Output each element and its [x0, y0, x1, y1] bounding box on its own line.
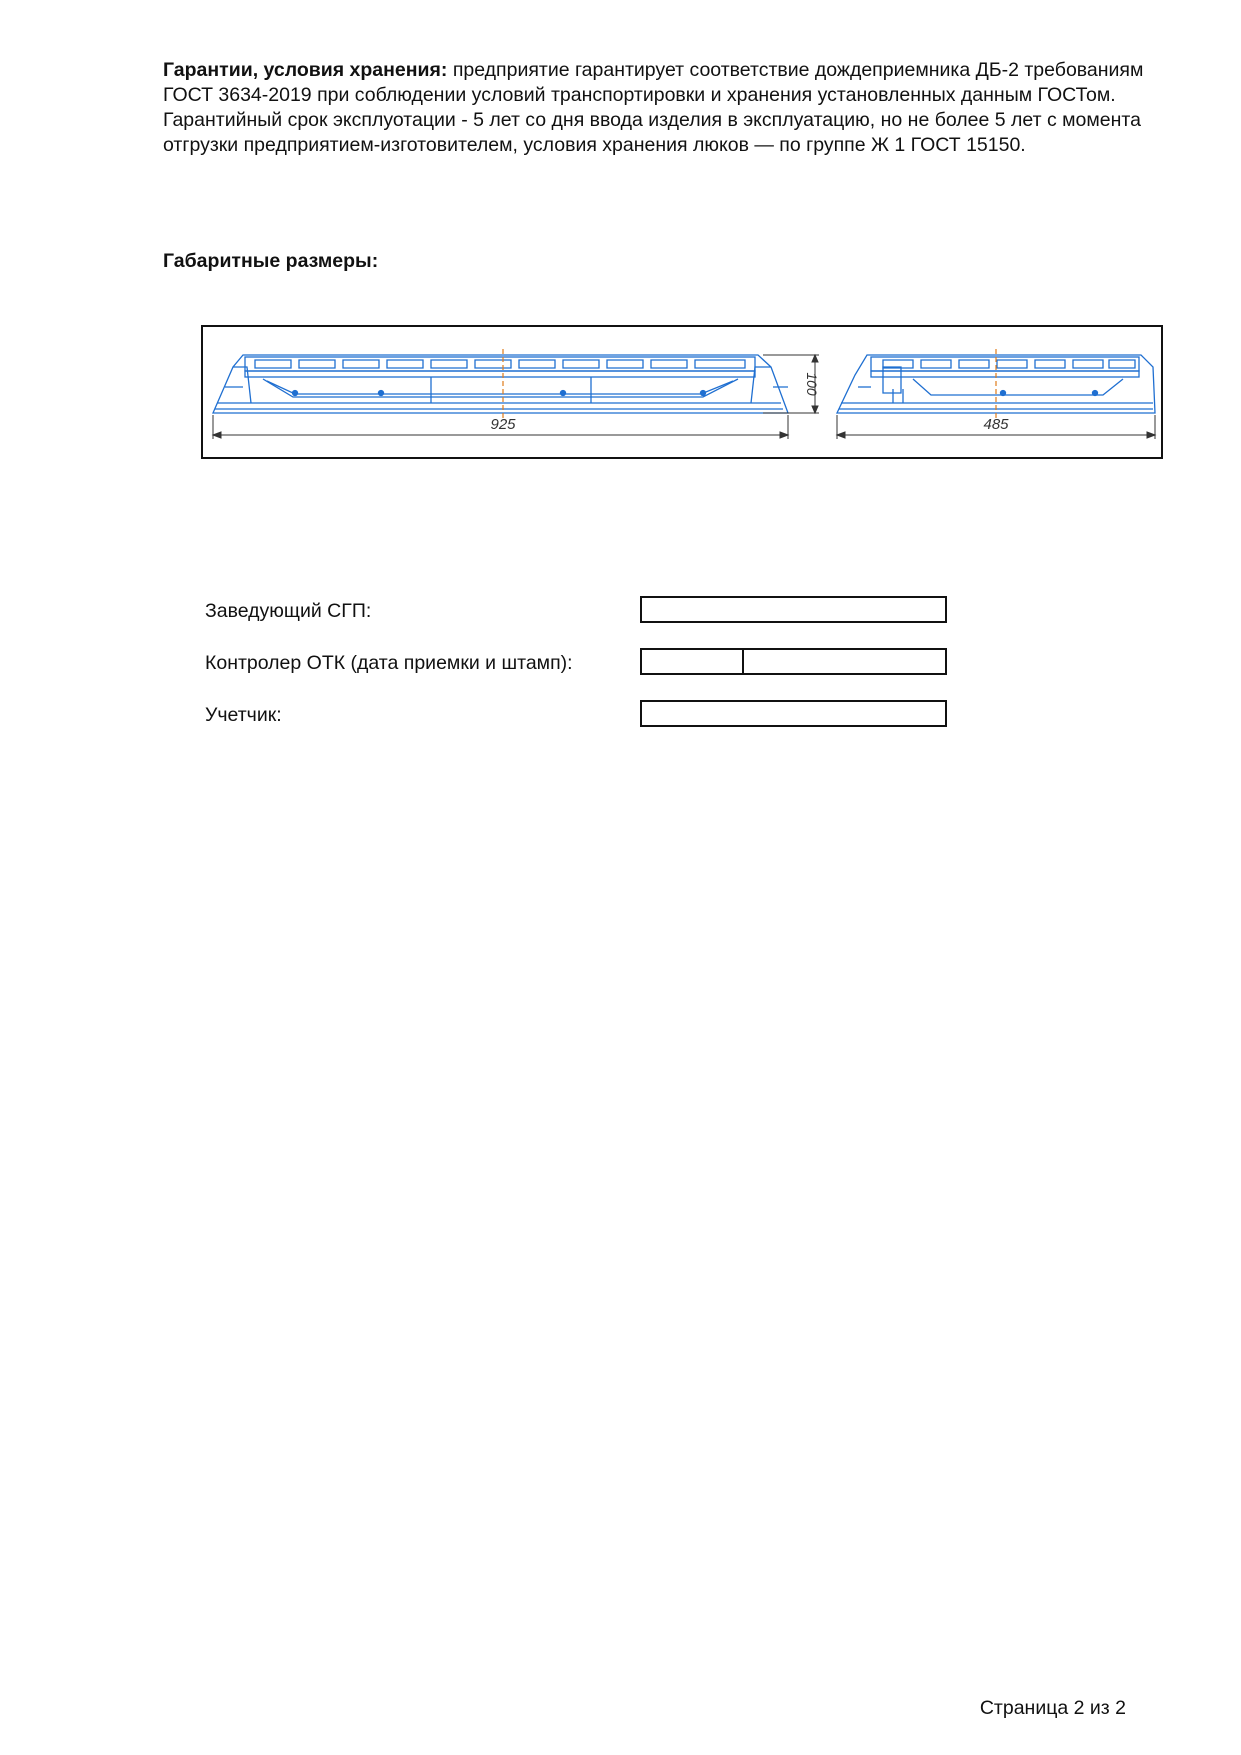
- front-view: [213, 355, 788, 413]
- head-label: Заведующий СГП:: [205, 600, 372, 622]
- drawing-svg: [203, 327, 1161, 457]
- accountant-label: Учетчик:: [205, 704, 282, 726]
- dimension-drawing: [201, 325, 1163, 459]
- warranty-paragraph: [163, 58, 1163, 158]
- width-dimension-label: 485: [983, 416, 1009, 433]
- page-number: Страница 2 из 2: [979, 1697, 1126, 1719]
- length-dimension-label: 925: [490, 416, 516, 433]
- inspector-signature-field[interactable]: [640, 648, 947, 675]
- head-signature-field[interactable]: [640, 596, 947, 623]
- warranty-text: предприятие гарантирует соответствие дождеприемника ДБ-2 требованиям ГОСТ 3634-2019 при соблюдении условий транспортировки и хранения установленных данным ГОСТом. Гарантийный срок эксплуотации - 5 лет со дня ввода изделия в эксплуатацию, но не более 5 лет с момента отгрузки предприятием-изготовителем, условия хранения люков — по группе Ж 1 ГОСТ 15150.: [163, 59, 1144, 156]
- inspector-label: Контролер ОТК (дата приемки и штамп):: [205, 652, 573, 674]
- warranty-heading: Гарантии, условия хранения:: [163, 59, 448, 81]
- height-dimension-label: 100: [804, 372, 820, 396]
- dimensions-heading: Габаритные размеры:: [163, 250, 379, 272]
- accountant-signature-field[interactable]: [640, 700, 947, 727]
- inspector-field-divider: [742, 650, 744, 673]
